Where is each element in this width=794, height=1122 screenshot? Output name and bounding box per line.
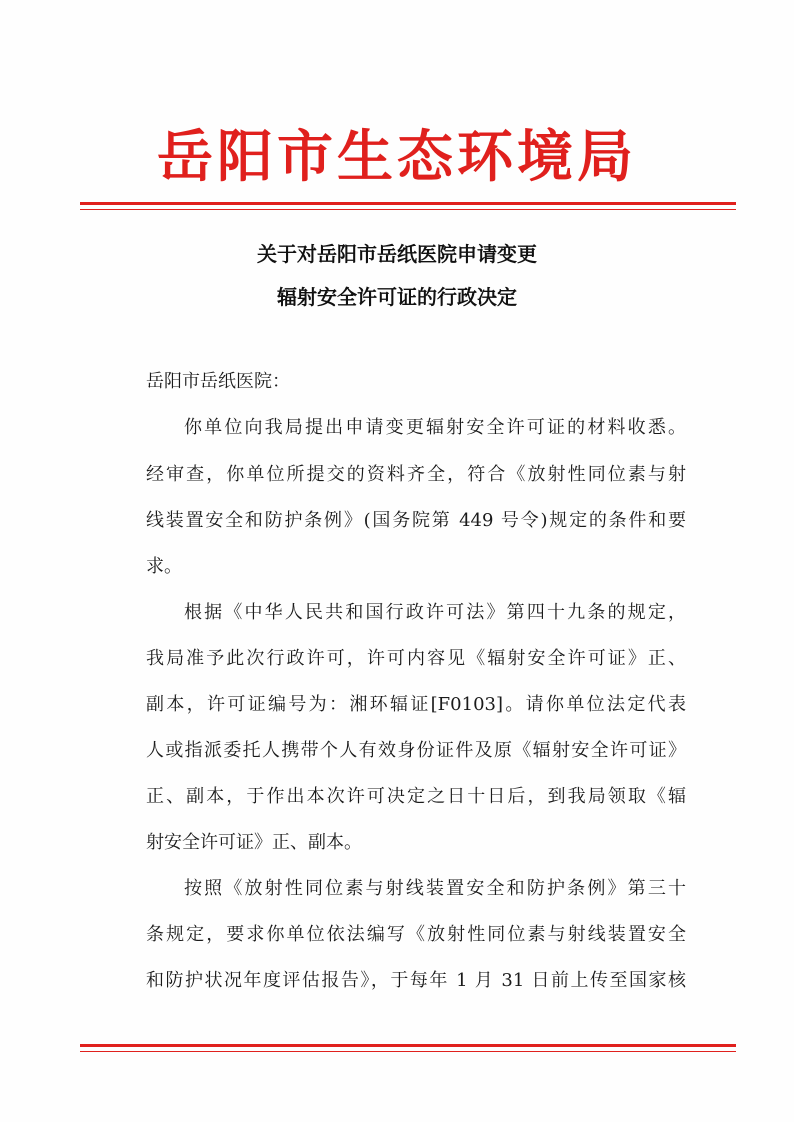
body-line-6: 我局准予此次行政许可，许可内容见《辐射安全许可证》正、 bbox=[146, 648, 686, 669]
letterhead-rule-thick bbox=[80, 202, 736, 205]
body-line-5: 根据《中华人民共和国行政许可法》第四十九条的规定， bbox=[184, 602, 686, 623]
letterhead-rule-thin bbox=[80, 209, 736, 210]
body-line-11: 按照《放射性同位素与射线装置安全和防护条例》第三十 bbox=[184, 878, 686, 899]
body-line-10: 射安全许可证》正、副本。 bbox=[146, 832, 362, 853]
document-title-line-2: 辐射安全许可证的行政决定 bbox=[277, 285, 517, 309]
salutation: 岳阳市岳纸医院： bbox=[146, 371, 290, 392]
body-line-7: 副本，许可证编号为：湘环辐证[F0103]。请你单位法定代表 bbox=[146, 694, 686, 715]
body-line-12: 条规定，要求你单位依法编写《放射性同位素与射线装置安全 bbox=[146, 924, 686, 945]
body-line-4: 求。 bbox=[146, 556, 182, 577]
footer-rule-thick bbox=[80, 1044, 736, 1047]
body-line-8: 人或指派委托人携带个人有效身份证件及原《辐射安全许可证》 bbox=[146, 740, 686, 761]
footer-rule-thin bbox=[80, 1051, 736, 1052]
body-line-13: 和防护状况年度评估报告》，于每年 1 月 31 日前上传至国家核 bbox=[146, 970, 686, 991]
body-line-3: 线装置安全和防护条例》(国务院第 449 号令)规定的条件和要 bbox=[146, 510, 686, 531]
body-line-2: 经审查，你单位所提交的资料齐全，符合《放射性同位素与射 bbox=[146, 464, 686, 485]
document-title-line-1: 关于对岳阳市岳纸医院申请变更 bbox=[257, 242, 537, 266]
letterhead-org-name: 岳阳市生态环境局 bbox=[157, 125, 637, 190]
body-line-1: 你单位向我局提出申请变更辐射安全许可证的材料收悉。 bbox=[184, 417, 686, 438]
body-line-9: 正、副本，于作出本次许可决定之日十日后，到我局领取《辐 bbox=[146, 786, 686, 807]
